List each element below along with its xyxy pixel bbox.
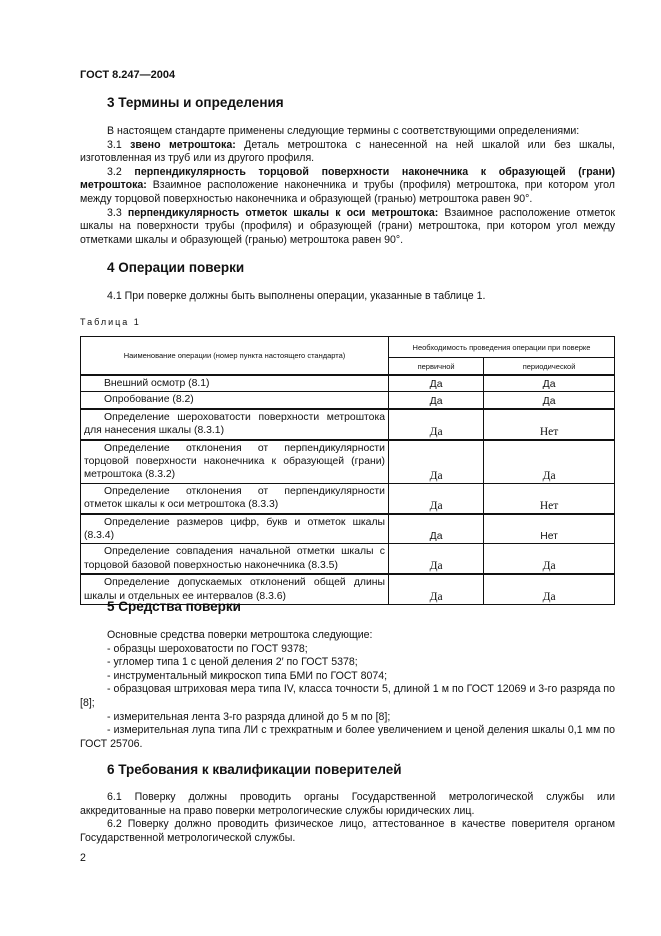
list-item: - угломер типа 1 с ценой деления 2′ по ГОСТ 5378; [107,656,358,669]
table-row [81,514,615,544]
section-3-body [80,125,615,247]
periodic-cell: Да [484,574,615,604]
periodic-cell: Да [484,544,615,574]
section-5-title: 5 Средства поверки [107,599,241,614]
intro: Основные средства поверки метроштока следующие: [107,629,373,641]
para-6-2: 6.2 Поверку должно проводить физическое лицо, аттестованное в качестве поверителя органом Государственной метрологической службы. [80,818,615,844]
section-6-title: 6 Требования к квалификации поверителей [107,762,402,777]
periodic-cell: Да [484,440,615,484]
list-item: - образцы шероховатости по ГОСТ 9378; [107,642,308,655]
periodic-cell: Нет [484,409,615,440]
operation-cell: Определение шероховатости поверхности метроштока для нанесения шкалы (8.3.1) [81,409,389,440]
operation-cell: Определение отклонения от перпендикулярности торцовой поверхности наконечника к образующей (грани) метроштока (8.3.2) [81,440,389,484]
operations-table [80,336,615,605]
list-item: - инструментальный микроскоп типа БМИ по ГОСТ 8074; [107,669,388,682]
primary-cell: Да [389,574,484,604]
document-header: ГОСТ 8.247—2004 [80,69,176,81]
table-row [81,544,615,574]
primary-cell: Да [389,375,484,392]
table-row [81,483,615,513]
col-header-group: Необходимость проведения операции при поверке [389,337,615,358]
periodic-cell: Нет [484,483,615,513]
section-3-title: 3 Термины и определения [107,95,284,110]
term-3-1: 3.1 звено метроштока: Деталь метроштока с нанесенной на ней шкалой или без шкалы, изготовленная из труб или из другого профиля. [80,138,615,165]
periodic-cell: Да [484,375,615,392]
intro: В настоящем стандарте применены следующие термины с соответствующими определениями: [107,125,580,137]
page-number: 2 [80,852,86,864]
col-header-primary: первичной [389,358,484,376]
list-item: - измерительная лупа типа ЛИ с трехкратным и более увеличением и ценой деления шкалы 0,1 мм по ГОСТ 25706. [80,724,615,750]
col-header-operation: Наименование операции (номер пункта настоящего стандарта) [81,337,389,376]
primary-cell: Да [389,483,484,513]
para-6-1: 6.1 Поверку должны проводить органы Государственной метрологической службы или аккредитованные на право поверки метрологические службы юридических лиц. [80,791,615,817]
operation-cell: Определение совпадения начальной отметки шкалы с торцовой базовой поверхностью наконечника (8.3.5) [81,544,389,574]
table-caption: Таблица 1 [80,317,141,327]
table-row [81,375,615,392]
list-item: - измерительная лента 3-го разряда длиной до 5 м по [8]; [107,710,391,723]
section-5-body [80,629,615,751]
operation-cell: Внешний осмотр (8.1) [81,375,389,392]
operation-cell: Определение допускаемых отклонений общей длины шкалы и отдельных ее интервалов (8.3.6) [81,574,389,604]
para-4-1: 4.1 При поверке должны быть выполнены операции, указанные в таблице 1. [107,290,486,302]
primary-cell: Да [389,409,484,440]
section-4-title: 4 Операции поверки [107,260,245,275]
term-3-3: 3.3 перпендикулярность отметок шкалы к оси метроштока: Взаимное расположение отметок шкалы на поверхности трубы (профиля) и образующей (грани) метроштока, при котором угол между отметками шкалы и образующей (гранью) метроштока равен 90°. [80,206,615,246]
section-6-body [80,791,615,845]
primary-cell: Да [389,440,484,484]
primary-cell: Да [389,392,484,409]
list-item: - образцовая штриховая мера типа IV, класса точности 5, длиной 1 м по ГОСТ 12069 и 3-го разряда по [8]; [80,683,615,709]
operation-cell: Определение размеров цифр, букв и отметок шкалы (8.3.4) [81,514,389,544]
operation-cell: Опробование (8.2) [81,392,389,409]
periodic-cell: Нет [484,514,615,544]
table-row [81,409,615,440]
col-header-periodic: периодической [484,358,615,376]
table-row [81,392,615,409]
periodic-cell: Да [484,392,615,409]
table-row [81,440,615,484]
primary-cell: Да [389,544,484,574]
term-3-2: 3.2 перпендикулярность торцовой поверхности наконечника к образующей (грани) метроштока: Взаимное расположение наконечника и трубы (профиля) метроштока, при котором угол между торцовой поверхностью наконечника и образующей (гранью) метроштока равен 90°. [80,165,616,205]
primary-cell: Да [389,514,484,544]
operation-cell: Определение отклонения от перпендикулярности отметок шкалы к оси метроштока (8.3.3) [81,483,389,513]
